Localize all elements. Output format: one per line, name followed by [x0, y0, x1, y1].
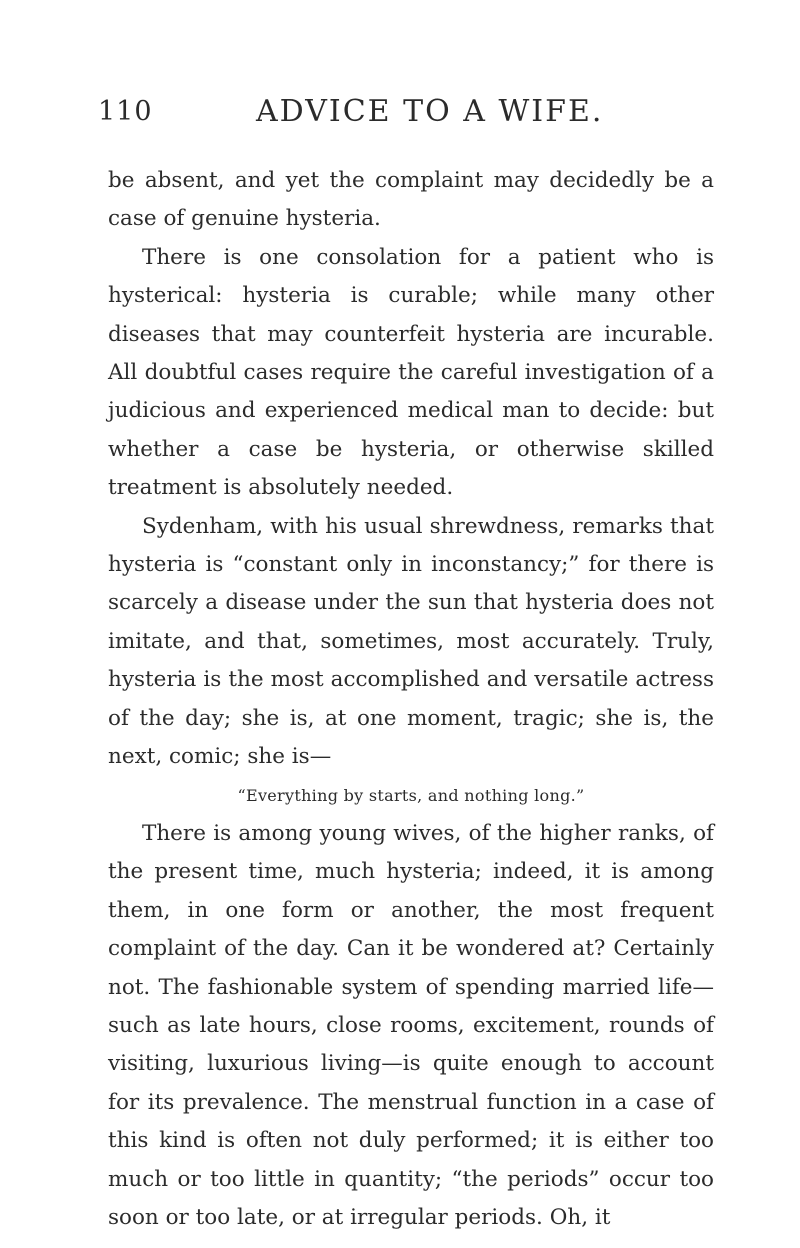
running-head: ADVICE TO A WIFE. — [256, 94, 604, 129]
paragraph-2: There is one consolation for a patient who is hysterical: hysteria is curable; while many other diseases that may counterfeit hysteria are incurable. All doubtful cases require the careful investigation of a judicious and experienced medical man to decide: but whether a case be hysteria, or otherwise skilled treatment is absolutely needed. — [108, 244, 714, 501]
body-text — [108, 162, 714, 1237]
page-number: 110 — [98, 96, 153, 127]
paragraph-4: There is among young wives, of the higher ranks, of the present time, much hysteria; indeed, it is among them, in one form or another, the most frequent complaint of the day. Can it be wondered at? Certainly not. The fashionable system of spending married life—such as late hours, close rooms, excitement, rounds of visiting, luxurious living—is quite enough to account for its prevalence. The menstrual function in a case of this kind is often not duly performed; it is either too much or too little in quantity; “the periods” occur too soon or too late, or at irregular periods. Oh, it — [108, 820, 714, 1230]
paragraph-3: Sydenham, with his usual shrewdness, remarks that hysteria is “constant only in inconstancy;” for there is scarcely a disease under the sun that hysteria does not imitate, and that, sometimes, most accurately. Truly, hysteria is the most accomplished and versatile actress of the day; she is, at one moment, tragic; she is, the next, comic; she is— — [108, 513, 714, 770]
page-header — [98, 96, 718, 136]
quotation: “Everything by starts, and nothing long.” — [237, 785, 585, 805]
paragraph-1: be absent, and yet the complaint may decidedly be a case of genuine hysteria. — [108, 168, 714, 232]
